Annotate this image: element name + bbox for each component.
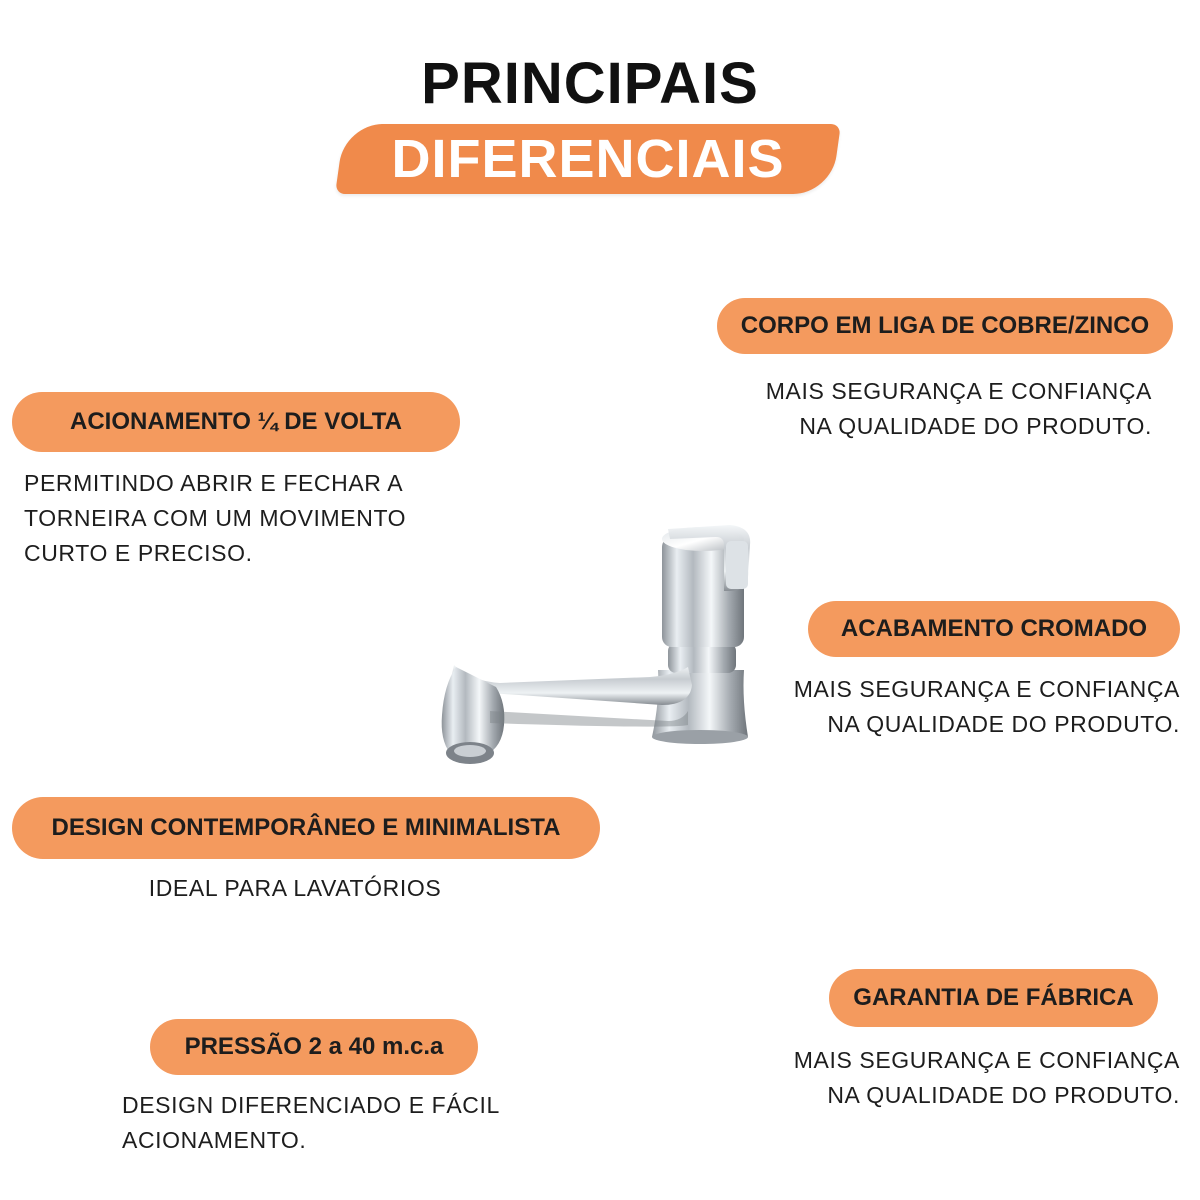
desc-line: MAIS SEGURANÇA E CONFIANÇA: [765, 378, 1152, 404]
desc-line: DESIGN DIFERENCIADO E FÁCIL: [122, 1092, 500, 1118]
desc-line: CURTO E PRECISO.: [24, 540, 253, 566]
feature-pill-body-alloy: CORPO EM LIGA DE COBRE/ZINCO: [717, 298, 1173, 354]
desc-line: NA QUALIDADE DO PRODUTO.: [799, 413, 1152, 439]
desc-line: NA QUALIDADE DO PRODUTO.: [827, 711, 1180, 737]
desc-line: MAIS SEGURANÇA E CONFIANÇA: [793, 676, 1180, 702]
feature-pill-pressure: PRESSÃO 2 a 40 m.c.a: [150, 1019, 478, 1075]
feature-pill-design: DESIGN CONTEMPORÂNEO E MINIMALISTA: [12, 797, 600, 859]
desc-line: IDEAL PARA LAVATÓRIOS: [148, 875, 442, 901]
feature-desc-chrome-finish: [794, 672, 1180, 742]
page-title: PRINCIPAIS: [421, 51, 759, 116]
feature-pill-quarter-turn: ACIONAMENTO ¼ DE VOLTA: [12, 392, 460, 452]
feature-desc-pressure: [122, 1088, 500, 1158]
feature-desc-warranty: [794, 1043, 1180, 1113]
desc-line: MAIS SEGURANÇA E CONFIANÇA: [793, 1047, 1180, 1073]
feature-desc-design: [80, 871, 510, 906]
desc-line: TORNEIRA COM UM MOVIMENTO: [24, 505, 407, 531]
desc-line: ACIONAMENTO.: [122, 1127, 307, 1153]
feature-pill-chrome-finish: ACABAMENTO CROMADO: [808, 601, 1180, 657]
desc-line: PERMITINDO ABRIR E FECHAR A: [24, 470, 404, 496]
feature-desc-quarter-turn: [24, 466, 406, 571]
page-subtitle: DIFERENCIAIS: [391, 129, 785, 189]
desc-line: NA QUALIDADE DO PRODUTO.: [827, 1082, 1180, 1108]
feature-pill-warranty: GARANTIA DE FÁBRICA: [829, 969, 1158, 1027]
faucet-product-image: [430, 515, 760, 780]
feature-desc-body-alloy: [766, 374, 1152, 444]
